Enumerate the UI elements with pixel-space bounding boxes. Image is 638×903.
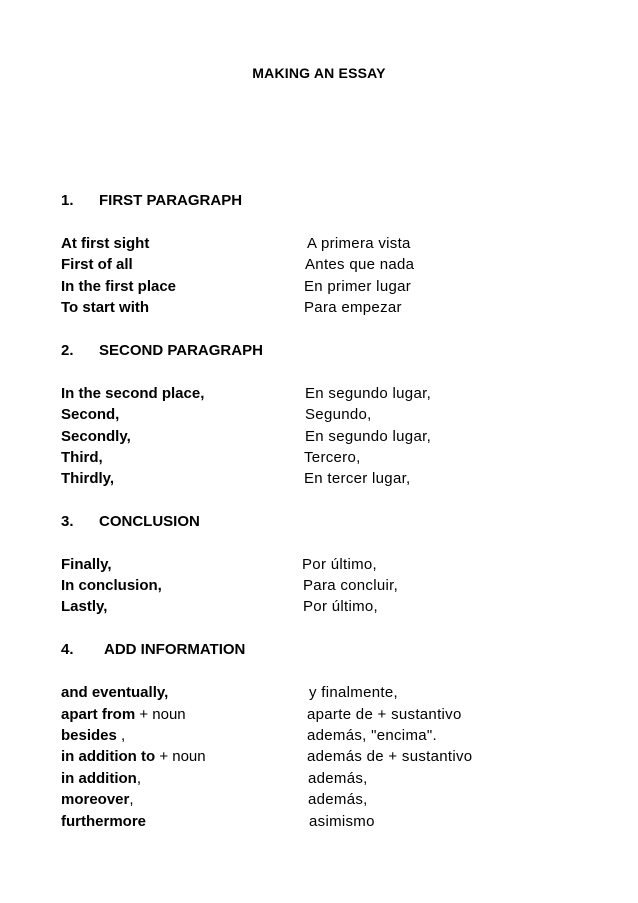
english-phrase: First of all (61, 256, 133, 273)
section-title: ADD INFORMATION (104, 641, 246, 658)
section-number: 2. (61, 342, 74, 359)
english-phrase: furthermore (61, 813, 147, 830)
spanish-translation: además de + sustantivo (307, 748, 473, 765)
english-phrase: Finally, (61, 556, 112, 573)
spanish-translation: Antes que nada (305, 256, 415, 273)
english-phrase: In conclusion, (61, 577, 162, 594)
english-phrase: besides , (61, 727, 126, 744)
english-phrase: In the first place (61, 278, 177, 295)
english-phrase: apart from + noun (61, 706, 186, 723)
section-number: 3. (61, 513, 74, 530)
section-heading-conclusion (61, 513, 200, 530)
english-phrase: Thirdly, (61, 470, 115, 487)
english-phrase: and eventually, (61, 684, 169, 701)
spanish-translation: además, "encima". (307, 727, 437, 744)
english-phrase: in addition to + noun (61, 748, 206, 765)
english-phrase: Lastly, (61, 598, 108, 615)
section-title: FIRST PARAGRAPH (99, 192, 243, 209)
spanish-translation: Para concluir, (303, 577, 399, 594)
section-title: CONCLUSION (99, 513, 200, 530)
english-phrase: To start with (61, 299, 150, 316)
english-phrase: At first sight (61, 235, 150, 252)
spanish-translation: además, (308, 791, 368, 808)
section-number: 1. (61, 192, 74, 209)
english-phrase: In the second place, (61, 385, 205, 402)
section-title: SECOND PARAGRAPH (99, 342, 263, 359)
english-phrase: Secondly, (61, 428, 131, 445)
spanish-translation: asimismo (309, 813, 375, 830)
spanish-translation: En segundo lugar, (305, 428, 432, 445)
section-heading-second-paragraph (61, 342, 263, 359)
spanish-translation: Para empezar (304, 299, 402, 316)
english-phrase: moreover, (61, 791, 134, 808)
english-phrase: in addition, (61, 770, 141, 787)
section-heading-add-information (61, 641, 245, 658)
spanish-translation: Segundo, (305, 406, 372, 423)
spanish-translation: A primera vista (307, 235, 411, 252)
spanish-translation: En segundo lugar, (305, 385, 432, 402)
spanish-translation: En primer lugar (304, 278, 412, 295)
english-phrase: Second, (61, 406, 120, 423)
spanish-translation: y finalmente, (309, 684, 398, 701)
section-heading-first-paragraph (61, 192, 242, 209)
document-title: MAKING AN ESSAY (252, 65, 386, 81)
spanish-translation: Por último, (303, 598, 378, 615)
section-number: 4. (61, 641, 74, 658)
spanish-translation: Tercero, (304, 449, 361, 466)
english-phrase: Third, (61, 449, 103, 466)
spanish-translation: aparte de + sustantivo (307, 706, 462, 723)
spanish-translation: Por último, (302, 556, 377, 573)
spanish-translation: además, (308, 770, 368, 787)
spanish-translation: En tercer lugar, (304, 470, 411, 487)
